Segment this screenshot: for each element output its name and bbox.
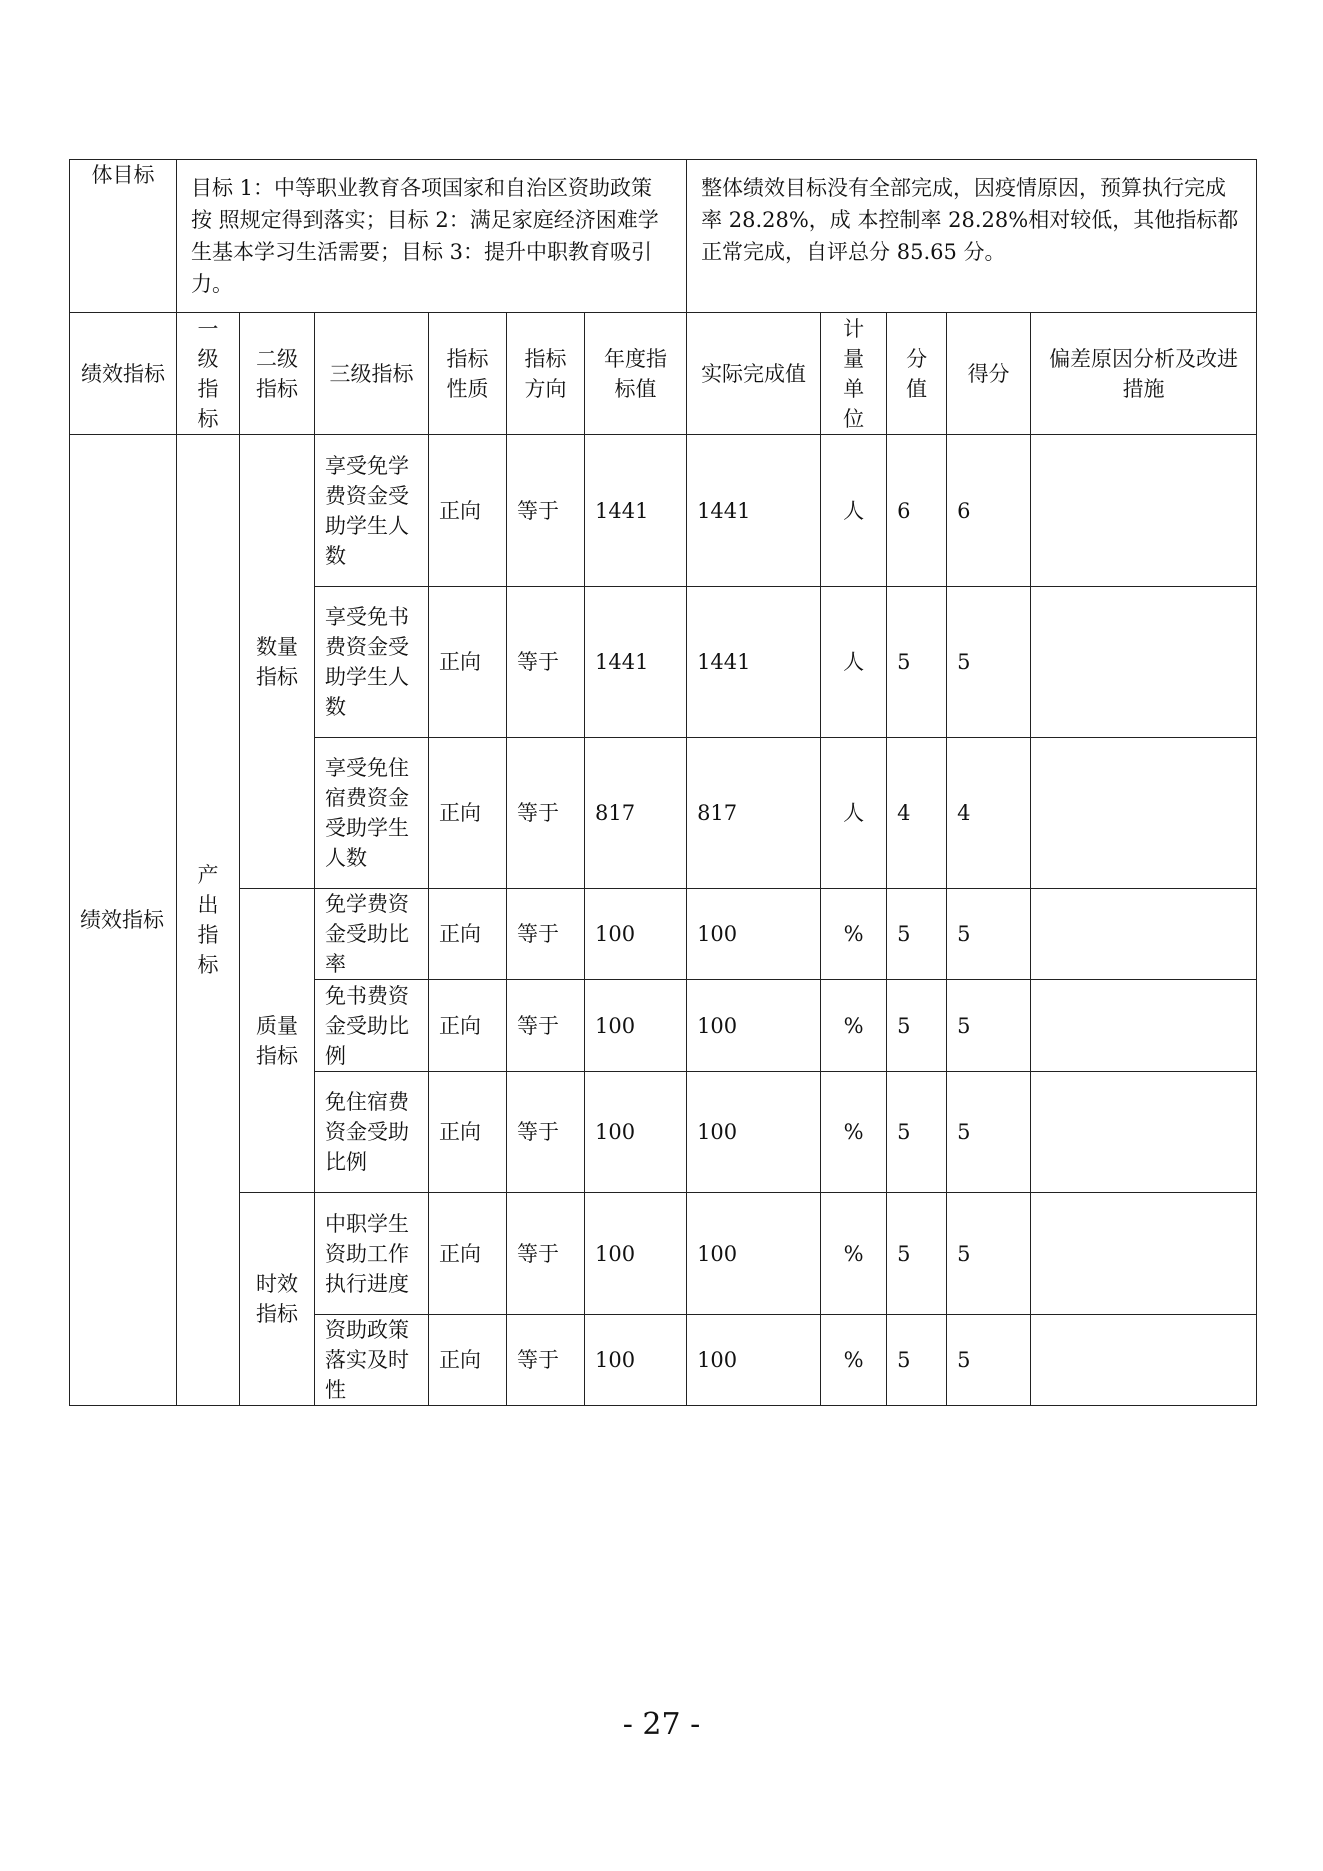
unit: 人 <box>821 435 887 587</box>
deviation-reason <box>1031 1193 1257 1315</box>
actual-value: 100 <box>687 980 821 1072</box>
col-header: 指标方向 <box>507 313 585 435</box>
unit: % <box>821 1072 887 1193</box>
weight: 5 <box>887 1193 947 1315</box>
indicator-nature: 正向 <box>429 1315 507 1406</box>
actual-value: 100 <box>687 1315 821 1406</box>
actual-value: 1441 <box>687 435 821 587</box>
indicator-direction: 等于 <box>507 435 585 587</box>
indicator-nature: 正向 <box>429 738 507 889</box>
indicator-direction: 等于 <box>507 1193 585 1315</box>
table-row <box>70 889 1257 980</box>
weight: 5 <box>887 889 947 980</box>
indicator-nature: 正向 <box>429 1193 507 1315</box>
indicator-nature: 正向 <box>429 435 507 587</box>
indicator-name: 资助政策落实及时性 <box>315 1315 429 1406</box>
score: 5 <box>947 587 1031 738</box>
actual-value: 1441 <box>687 587 821 738</box>
table-row <box>70 435 1257 587</box>
weight: 5 <box>887 1315 947 1406</box>
weight: 6 <box>887 435 947 587</box>
deviation-reason <box>1031 980 1257 1072</box>
indicator-name: 免学费资金受助比率 <box>315 889 429 980</box>
weight: 5 <box>887 587 947 738</box>
indicator-name: 享受免学费资金受助学生人数 <box>315 435 429 587</box>
deviation-reason <box>1031 587 1257 738</box>
level1-label: 产出指标 <box>177 435 240 1406</box>
indicator-direction: 等于 <box>507 980 585 1072</box>
unit: % <box>821 980 887 1072</box>
indicator-name: 免住宿费资金受助比例 <box>315 1072 429 1193</box>
score: 5 <box>947 1315 1031 1406</box>
col-header: 分值 <box>887 313 947 435</box>
overall-goal-row <box>70 160 1257 313</box>
score: 5 <box>947 1193 1031 1315</box>
overall-goal-label: 体目标 <box>70 160 177 313</box>
target-value: 100 <box>585 889 687 980</box>
col-header: 得分 <box>947 313 1031 435</box>
weight: 4 <box>887 738 947 889</box>
deviation-reason <box>1031 1315 1257 1406</box>
score: 5 <box>947 980 1031 1072</box>
indicator-name: 中职学生资助工作执行进度 <box>315 1193 429 1315</box>
actual-value: 100 <box>687 889 821 980</box>
score: 5 <box>947 889 1031 980</box>
page-number: - 27 - <box>622 1707 701 1742</box>
goal-text: 目标 1：中等职业教育各项国家和自治区资助政策按 照规定得到落实；目标 2：满足家庭经济困难学生基本学习生活需要；目标 3：提升中职教育吸引力。 <box>177 160 687 313</box>
col-header: 指标性质 <box>429 313 507 435</box>
indicator-nature: 正向 <box>429 1072 507 1193</box>
level2-label: 时效指标 <box>240 1193 315 1406</box>
weight: 5 <box>887 980 947 1072</box>
indicator-direction: 等于 <box>507 889 585 980</box>
score: 4 <box>947 738 1031 889</box>
col-header: 二级指标 <box>240 313 315 435</box>
target-value: 1441 <box>585 587 687 738</box>
col-header: 三级指标 <box>315 313 429 435</box>
col-header: 年度指标值 <box>585 313 687 435</box>
actual-value: 100 <box>687 1193 821 1315</box>
level2-label: 质量指标 <box>240 889 315 1193</box>
indicator-direction: 等于 <box>507 738 585 889</box>
target-value: 1441 <box>585 435 687 587</box>
score: 5 <box>947 1072 1031 1193</box>
target-value: 817 <box>585 738 687 889</box>
target-value: 100 <box>585 1072 687 1193</box>
score: 6 <box>947 435 1031 587</box>
result-text: 整体绩效目标没有全部完成，因疫情原因，预算执行完成率 28.28%，成 本控制率 28.28%相对较低，其他指标都正常完成，自评总分 85.65 分。 <box>687 160 1257 313</box>
indicator-name: 享受免住宿费资金受助学生人数 <box>315 738 429 889</box>
unit: 人 <box>821 738 887 889</box>
unit: % <box>821 889 887 980</box>
col-header: 绩效指标 <box>70 313 177 435</box>
col-header: 一级指标 <box>177 313 240 435</box>
deviation-reason <box>1031 1072 1257 1193</box>
row-group-label: 绩效指标 <box>70 435 177 1406</box>
actual-value: 817 <box>687 738 821 889</box>
unit: % <box>821 1315 887 1406</box>
indicator-nature: 正向 <box>429 889 507 980</box>
indicator-name: 免书费资金受助比例 <box>315 980 429 1072</box>
indicator-nature: 正向 <box>429 587 507 738</box>
indicator-direction: 等于 <box>507 1072 585 1193</box>
deviation-reason <box>1031 889 1257 980</box>
col-header: 偏差原因分析及改进措施 <box>1031 313 1257 435</box>
indicator-nature: 正向 <box>429 980 507 1072</box>
performance-table <box>69 159 1257 1406</box>
actual-value: 100 <box>687 1072 821 1193</box>
table-row <box>70 1193 1257 1315</box>
target-value: 100 <box>585 1315 687 1406</box>
deviation-reason <box>1031 435 1257 587</box>
indicator-direction: 等于 <box>507 1315 585 1406</box>
target-value: 100 <box>585 980 687 1072</box>
level2-label: 数量指标 <box>240 435 315 889</box>
deviation-reason <box>1031 738 1257 889</box>
col-header: 计量单位 <box>821 313 887 435</box>
target-value: 100 <box>585 1193 687 1315</box>
indicator-name: 享受免书费资金受助学生人数 <box>315 587 429 738</box>
col-header: 实际完成值 <box>687 313 821 435</box>
indicator-direction: 等于 <box>507 587 585 738</box>
unit: % <box>821 1193 887 1315</box>
column-header-row <box>70 313 1257 435</box>
weight: 5 <box>887 1072 947 1193</box>
unit: 人 <box>821 587 887 738</box>
